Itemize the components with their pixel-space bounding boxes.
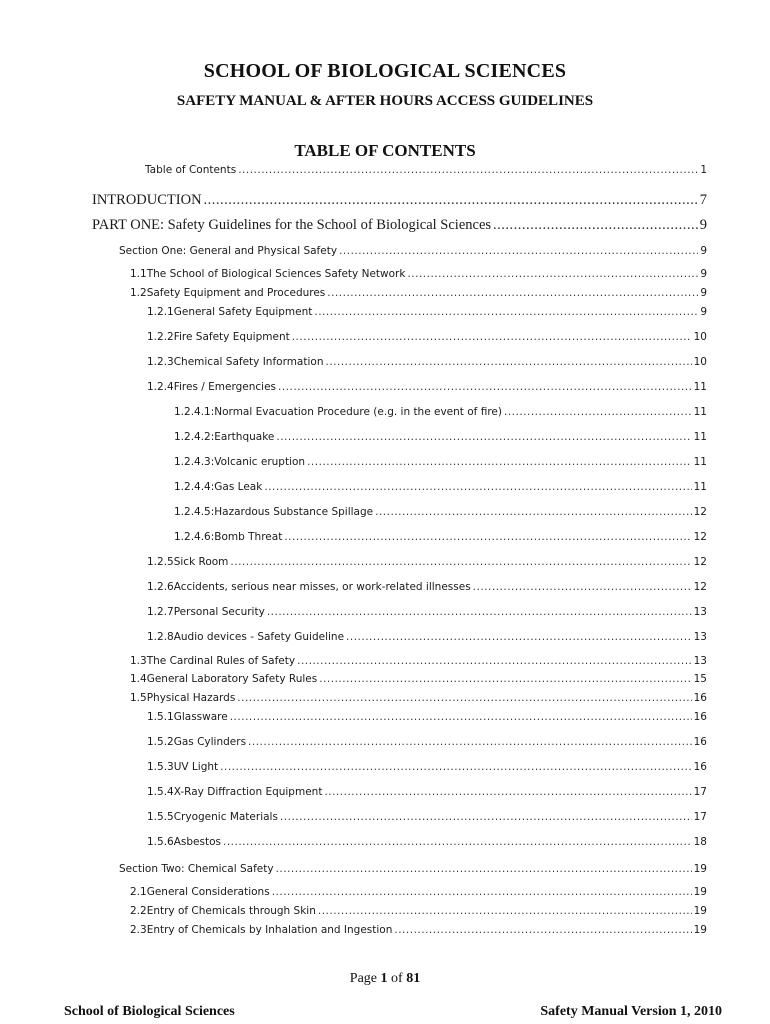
toc-entry[interactable] bbox=[119, 863, 707, 875]
toc-entry-number: 1.5.5 bbox=[147, 811, 174, 823]
page-prefix: Page bbox=[349, 971, 378, 986]
toc-entry-title: Asbestos bbox=[173, 836, 221, 848]
toc-leader-dots bbox=[339, 245, 698, 257]
toc-leader-dots bbox=[314, 306, 698, 318]
toc-entry-number: 1.2.2 bbox=[147, 331, 174, 343]
toc-entry[interactable] bbox=[147, 631, 707, 643]
page-total: 81 bbox=[406, 971, 421, 986]
toc-entry-page: 12 bbox=[693, 556, 707, 568]
toc-leader-dots bbox=[220, 761, 691, 773]
toc-entry-page: 11 bbox=[693, 481, 707, 493]
toc-entry-number: 1.4 bbox=[130, 673, 147, 685]
toc-entry-page: 17 bbox=[693, 811, 707, 823]
toc-entry-number: 1.2.4.5: bbox=[174, 506, 215, 518]
toc-entry[interactable] bbox=[147, 581, 707, 593]
toc-leader-dots bbox=[375, 506, 692, 518]
toc-leader-dots bbox=[318, 905, 692, 917]
toc-entry-page: 11 bbox=[693, 431, 707, 443]
toc-entry-title: PART ONE: Safety Guidelines for the School of Biological Sciences bbox=[92, 217, 492, 233]
toc-entry-title: Sick Room bbox=[173, 556, 229, 568]
toc-leader-dots bbox=[223, 836, 692, 848]
toc-entry-title: General Safety Equipment bbox=[173, 306, 313, 318]
toc-leader-dots bbox=[346, 631, 692, 643]
toc-entry-title: General Considerations bbox=[146, 886, 270, 898]
toc-entry-number: 1.3 bbox=[130, 655, 147, 667]
toc-leader-dots bbox=[267, 606, 692, 618]
toc-leader-dots bbox=[280, 811, 692, 823]
toc-entry-page: 19 bbox=[693, 886, 707, 898]
toc-leader-dots bbox=[230, 556, 691, 568]
toc-entry[interactable] bbox=[147, 606, 707, 618]
toc-entry-page: 9 bbox=[700, 306, 707, 318]
toc-entry-title: Earthquake bbox=[214, 431, 275, 443]
toc-entry-page: 10 bbox=[693, 356, 707, 368]
footer-school-name: School of Biological Sciences bbox=[64, 1004, 235, 1019]
toc-entry-number: 1.2.4 bbox=[147, 381, 174, 393]
toc-entry-number: 1.2.4.1: bbox=[174, 406, 215, 418]
toc-entry[interactable] bbox=[147, 356, 707, 368]
toc-entry-number: 2.1 bbox=[130, 886, 147, 898]
toc-entry-page: 16 bbox=[693, 692, 707, 704]
toc-leader-dots bbox=[319, 673, 691, 685]
toc-leader-dots bbox=[284, 531, 691, 543]
toc-entry[interactable] bbox=[147, 786, 707, 798]
toc-entry-number: 2.3 bbox=[130, 924, 147, 936]
toc-entry-page: 11 bbox=[693, 406, 707, 418]
toc-entry-title: INTRODUCTION bbox=[92, 192, 202, 208]
toc-entry-title: X-Ray Diffraction Equipment bbox=[173, 786, 323, 798]
toc-entry-number: 1.2.3 bbox=[147, 356, 174, 368]
toc-entry-page: 16 bbox=[693, 736, 707, 748]
toc-entry-number: 1.5.4 bbox=[147, 786, 174, 798]
toc-leader-dots bbox=[307, 456, 692, 468]
toc-leader-dots bbox=[327, 287, 698, 299]
toc-entry[interactable] bbox=[147, 811, 707, 823]
document-title: SCHOOL OF BIOLOGICAL SCIENCES bbox=[203, 60, 567, 82]
toc-entry[interactable] bbox=[130, 905, 707, 917]
toc-entry[interactable] bbox=[147, 761, 707, 773]
toc-leader-dots bbox=[493, 217, 698, 234]
page-of: of bbox=[391, 971, 403, 986]
toc-leader-dots bbox=[204, 192, 698, 209]
toc-leader-dots bbox=[297, 655, 692, 667]
toc-entry-page: 19 bbox=[693, 924, 707, 936]
toc-entry-title: Entry of Chemicals by Inhalation and Ingestion bbox=[146, 924, 393, 936]
toc-entry[interactable] bbox=[92, 217, 707, 234]
toc-entry[interactable] bbox=[174, 531, 707, 543]
toc-entry[interactable] bbox=[130, 268, 707, 280]
toc-entry-title: Accidents, serious near misses, or work-related illnesses bbox=[173, 581, 471, 593]
toc-leader-dots bbox=[237, 692, 691, 704]
toc-entry-page: 9 bbox=[700, 268, 707, 280]
toc-leader-dots bbox=[325, 356, 691, 368]
toc-entry-number: 1.5.2 bbox=[147, 736, 174, 748]
toc-entry-page: 13 bbox=[693, 631, 707, 643]
toc-entry[interactable] bbox=[147, 381, 707, 393]
toc-entry[interactable] bbox=[92, 192, 707, 209]
toc-entry-page: 15 bbox=[693, 673, 707, 685]
document-subtitle: SAFETY MANUAL & AFTER HOURS ACCESS GUIDELINES bbox=[176, 93, 594, 109]
toc-entry-page: 11 bbox=[693, 381, 707, 393]
toc-entry-number: 1.2.5 bbox=[147, 556, 174, 568]
toc-entry[interactable] bbox=[147, 556, 707, 568]
toc-entry[interactable] bbox=[147, 711, 707, 723]
toc-entry-title: Cryogenic Materials bbox=[173, 811, 278, 823]
toc-entry-title: Fires / Emergencies bbox=[173, 381, 276, 393]
toc-entry[interactable] bbox=[119, 245, 707, 257]
toc-entry-page: 19 bbox=[693, 863, 707, 875]
toc-entry-number: 2.2 bbox=[130, 905, 147, 917]
toc-entry[interactable] bbox=[147, 306, 707, 318]
toc-entry-page: 10 bbox=[693, 331, 707, 343]
toc-entry[interactable] bbox=[147, 331, 707, 343]
toc-entry-title: Bomb Threat bbox=[214, 531, 283, 543]
toc-entry-number: 1.2.6 bbox=[147, 581, 174, 593]
toc-entry-page: 16 bbox=[693, 711, 707, 723]
toc-entry-page: 19 bbox=[693, 905, 707, 917]
toc-entry-page: 12 bbox=[693, 506, 707, 518]
toc-entry-number: 1.2.4.3: bbox=[174, 456, 215, 468]
toc-leader-dots bbox=[324, 786, 691, 798]
toc-entry-page: 13 bbox=[693, 655, 707, 667]
toc-entry[interactable] bbox=[147, 836, 707, 848]
toc-leader-dots bbox=[272, 886, 692, 898]
toc-entry-number: 1.2.4.4: bbox=[174, 481, 215, 493]
toc-entry-page: 9 bbox=[700, 245, 707, 257]
toc-entry[interactable] bbox=[174, 456, 707, 468]
toc-entry-number: 1.2.7 bbox=[147, 606, 174, 618]
toc-leader-dots bbox=[292, 331, 692, 343]
toc-entry[interactable] bbox=[174, 481, 707, 493]
toc-entry-title: Physical Hazards bbox=[146, 692, 236, 704]
toc-entry[interactable] bbox=[130, 886, 707, 898]
toc-entry-number: 1.2.4.6: bbox=[174, 531, 215, 543]
toc-entry-title: Audio devices - Safety Guideline bbox=[173, 631, 345, 643]
toc-entry-number: 1.1 bbox=[130, 268, 147, 280]
toc-entry-page: 13 bbox=[693, 606, 707, 618]
toc-entry-number: 1.5.6 bbox=[147, 836, 174, 848]
toc-entry[interactable] bbox=[174, 506, 707, 518]
toc-entry[interactable] bbox=[130, 655, 707, 667]
toc-leader-dots bbox=[264, 481, 691, 493]
toc-entry-number: 1.2.4.2: bbox=[174, 431, 215, 443]
toc-entry[interactable] bbox=[174, 431, 707, 443]
toc-entry-page: 18 bbox=[693, 836, 707, 848]
toc-entry-number: 1.5.1 bbox=[147, 711, 174, 723]
toc-entry-title: Section Two: Chemical Safety bbox=[119, 863, 274, 875]
toc-entry-title: Table of Contents bbox=[145, 164, 237, 176]
toc-entry-title: General Laboratory Safety Rules bbox=[146, 673, 318, 685]
toc-entry-number: 1.5 bbox=[130, 692, 147, 704]
toc-entry-page: 17 bbox=[693, 786, 707, 798]
toc-entry[interactable] bbox=[145, 164, 707, 176]
toc-entry-title: The Cardinal Rules of Safety bbox=[146, 655, 296, 667]
toc-entry-title: Hazardous Substance Spillage bbox=[214, 506, 374, 518]
toc-entry-number: 1.5.3 bbox=[147, 761, 174, 773]
page-current: 1 bbox=[380, 971, 388, 986]
toc-leader-dots bbox=[473, 581, 692, 593]
toc-entry-title: Gas Leak bbox=[214, 481, 263, 493]
toc-entry[interactable] bbox=[147, 736, 707, 748]
toc-entry-title: Chemical Safety Information bbox=[173, 356, 324, 368]
toc-entry-page: 12 bbox=[693, 581, 707, 593]
toc-entry-number: 1.2 bbox=[130, 287, 147, 299]
toc-entry[interactable] bbox=[130, 924, 707, 936]
toc-entry-page: 12 bbox=[693, 531, 707, 543]
toc-entry-title: Glassware bbox=[173, 711, 228, 723]
toc-leader-dots bbox=[394, 924, 691, 936]
toc-entry-title: UV Light bbox=[173, 761, 219, 773]
toc-entry-title: Section One: General and Physical Safety bbox=[119, 245, 338, 257]
toc-leader-dots bbox=[276, 863, 692, 875]
toc-leader-dots bbox=[504, 406, 692, 418]
toc-entry-title: The School of Biological Sciences Safety Network bbox=[146, 268, 406, 280]
toc-entry-page: 7 bbox=[699, 192, 707, 208]
toc-entry-page: 11 bbox=[693, 456, 707, 468]
footer-version: Safety Manual Version 1, 2010 bbox=[540, 1004, 722, 1019]
toc-entry-page: 1 bbox=[700, 164, 707, 176]
toc-entry-number: 1.2.8 bbox=[147, 631, 174, 643]
toc-entry-title: Entry of Chemicals through Skin bbox=[146, 905, 316, 917]
toc-entry[interactable] bbox=[130, 673, 707, 685]
toc-entry-title: Safety Equipment and Procedures bbox=[146, 287, 326, 299]
toc-entry-number: 1.2.1 bbox=[147, 306, 174, 318]
toc-leader-dots bbox=[248, 736, 692, 748]
toc-entry-page: 16 bbox=[693, 761, 707, 773]
toc-leader-dots bbox=[238, 164, 698, 176]
toc-leader-dots bbox=[276, 431, 691, 443]
toc-entry[interactable] bbox=[130, 287, 707, 299]
toc-entry-title: Gas Cylinders bbox=[173, 736, 247, 748]
toc-leader-dots bbox=[407, 268, 698, 280]
toc-entry-title: Normal Evacuation Procedure (e.g. in the event of fire) bbox=[214, 406, 502, 418]
toc-leader-dots bbox=[278, 381, 692, 393]
toc-leader-dots bbox=[230, 711, 692, 723]
toc-entry-title: Fire Safety Equipment bbox=[173, 331, 290, 343]
toc-entry[interactable] bbox=[130, 692, 707, 704]
toc-entry[interactable] bbox=[174, 406, 707, 418]
toc-entry-title: Volcanic eruption bbox=[214, 456, 306, 468]
toc-entry-title: Personal Security bbox=[173, 606, 265, 618]
page-number bbox=[0, 971, 770, 987]
toc-entry-page: 9 bbox=[700, 287, 707, 299]
toc-entry-page: 9 bbox=[699, 217, 707, 233]
toc-heading: TABLE OF CONTENTS bbox=[294, 141, 476, 160]
